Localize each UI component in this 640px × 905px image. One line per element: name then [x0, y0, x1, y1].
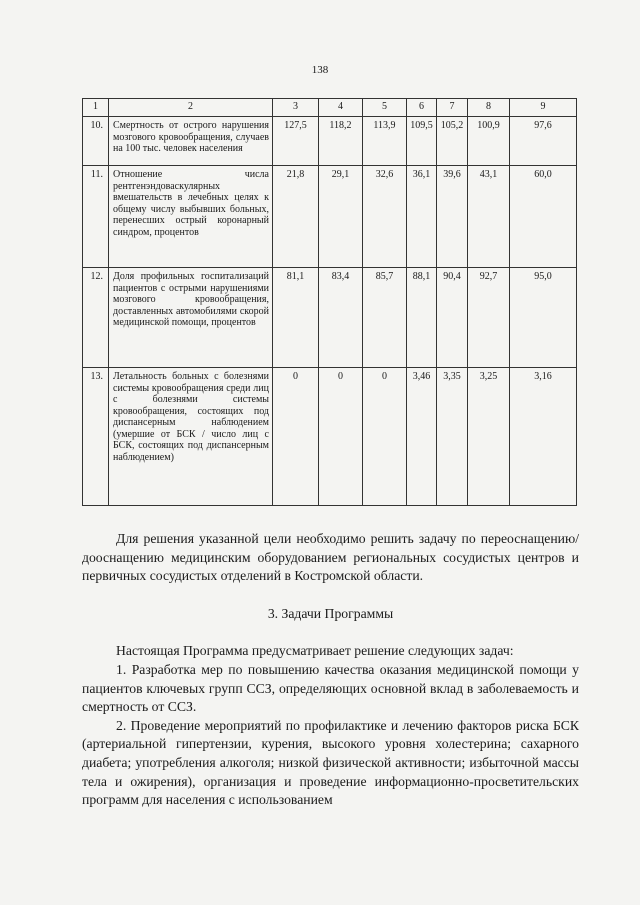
header-cell: 4 — [319, 99, 363, 117]
value-cell: 3,25 — [468, 368, 510, 506]
section-heading: 3. Задачи Программы — [267, 605, 394, 621]
value-cell: 97,6 — [510, 117, 577, 166]
value-cell: 109,5 — [407, 117, 437, 166]
row-number: 13. — [83, 368, 109, 506]
body-text — [82, 530, 579, 810]
value-cell: 118,2 — [319, 117, 363, 166]
header-cell: 3 — [273, 99, 319, 117]
indicators-table — [82, 98, 577, 506]
header-cell: 5 — [363, 99, 407, 117]
header-cell: 7 — [437, 99, 468, 117]
row-description: Смертность от острого нарушения мозгового кровообращения, случаев на 100 тыс. человек населения — [109, 117, 273, 166]
value-cell: 60,0 — [510, 166, 577, 268]
row-description: Летальность больных с болезнями системы кровообращения среди лиц с болезнями системы кровообращения, состоящих под диспансерным наблюдением (умершие от БСК / число лиц с БСК, состоящих под диспансерным наблюдением) — [109, 368, 273, 506]
value-cell: 85,7 — [363, 268, 407, 368]
row-description: Доля профильных госпитализаций пациентов с острыми нарушениями мозгового кровообращения, доставленных автомобилями скорой медицинской помощи, процентов — [109, 268, 273, 368]
value-cell: 0 — [319, 368, 363, 506]
value-cell: 127,5 — [273, 117, 319, 166]
row-number: 12. — [83, 268, 109, 368]
value-cell: 39,6 — [437, 166, 468, 268]
header-cell: 6 — [407, 99, 437, 117]
row-description: Отношение числа рентгенэндоваскулярных вмешательств в лечебных целях к общему числу выбывших больных, перенесших острый коронарный синдром, процентов — [109, 166, 273, 268]
value-cell: 88,1 — [407, 268, 437, 368]
paragraph: 1. Разработка мер по повышению качества оказания медицинской помощи у пациентов ключевых групп ССЗ, определяющих основной вклад в заболеваемость и смертность от ССЗ. — [82, 661, 579, 715]
value-cell: 43,1 — [468, 166, 510, 268]
paragraph: 2. Проведение мероприятий по профилактике и лечению факторов риска БСК (артериальной гипертензии, курения, высокого уровня холестерина; сахарного диабета; употребления алкоголя; низкой физической активности; избыточной массы тела и ожирения), организация и проведение информационно-просветительских программ для населения с использованием — [82, 717, 579, 808]
value-cell: 92,7 — [468, 268, 510, 368]
value-cell: 0 — [273, 368, 319, 506]
value-cell: 83,4 — [319, 268, 363, 368]
value-cell: 3,46 — [407, 368, 437, 506]
header-cell: 9 — [510, 99, 577, 117]
table-row — [83, 368, 577, 506]
value-cell: 36,1 — [407, 166, 437, 268]
value-cell: 113,9 — [363, 117, 407, 166]
table-row — [83, 117, 577, 166]
header-cell: 8 — [468, 99, 510, 117]
table-row — [83, 268, 577, 368]
value-cell: 3,35 — [437, 368, 468, 506]
table-row — [83, 166, 577, 268]
value-cell: 100,9 — [468, 117, 510, 166]
row-number: 11. — [83, 166, 109, 268]
value-cell: 105,2 — [437, 117, 468, 166]
table-header-row — [83, 99, 577, 117]
row-number: 10. — [83, 117, 109, 166]
value-cell: 29,1 — [319, 166, 363, 268]
value-cell: 0 — [363, 368, 407, 506]
value-cell: 95,0 — [510, 268, 577, 368]
value-cell: 21,8 — [273, 166, 319, 268]
value-cell: 81,1 — [273, 268, 319, 368]
value-cell: 32,6 — [363, 166, 407, 268]
value-cell: 90,4 — [437, 268, 468, 368]
value-cell: 3,16 — [510, 368, 577, 506]
paragraph: Для решения указанной цели необходимо решить задачу по переоснащению/дооснащению медицинским оборудованием региональных сосудистых центров и первичных сосудистых отделений в Костромской области. — [82, 531, 579, 584]
page-number: 138 — [311, 64, 329, 76]
header-cell: 2 — [109, 99, 273, 117]
header-cell: 1 — [83, 99, 109, 117]
paragraph: Настоящая Программа предусматривает решение следующих задач: — [116, 643, 514, 659]
